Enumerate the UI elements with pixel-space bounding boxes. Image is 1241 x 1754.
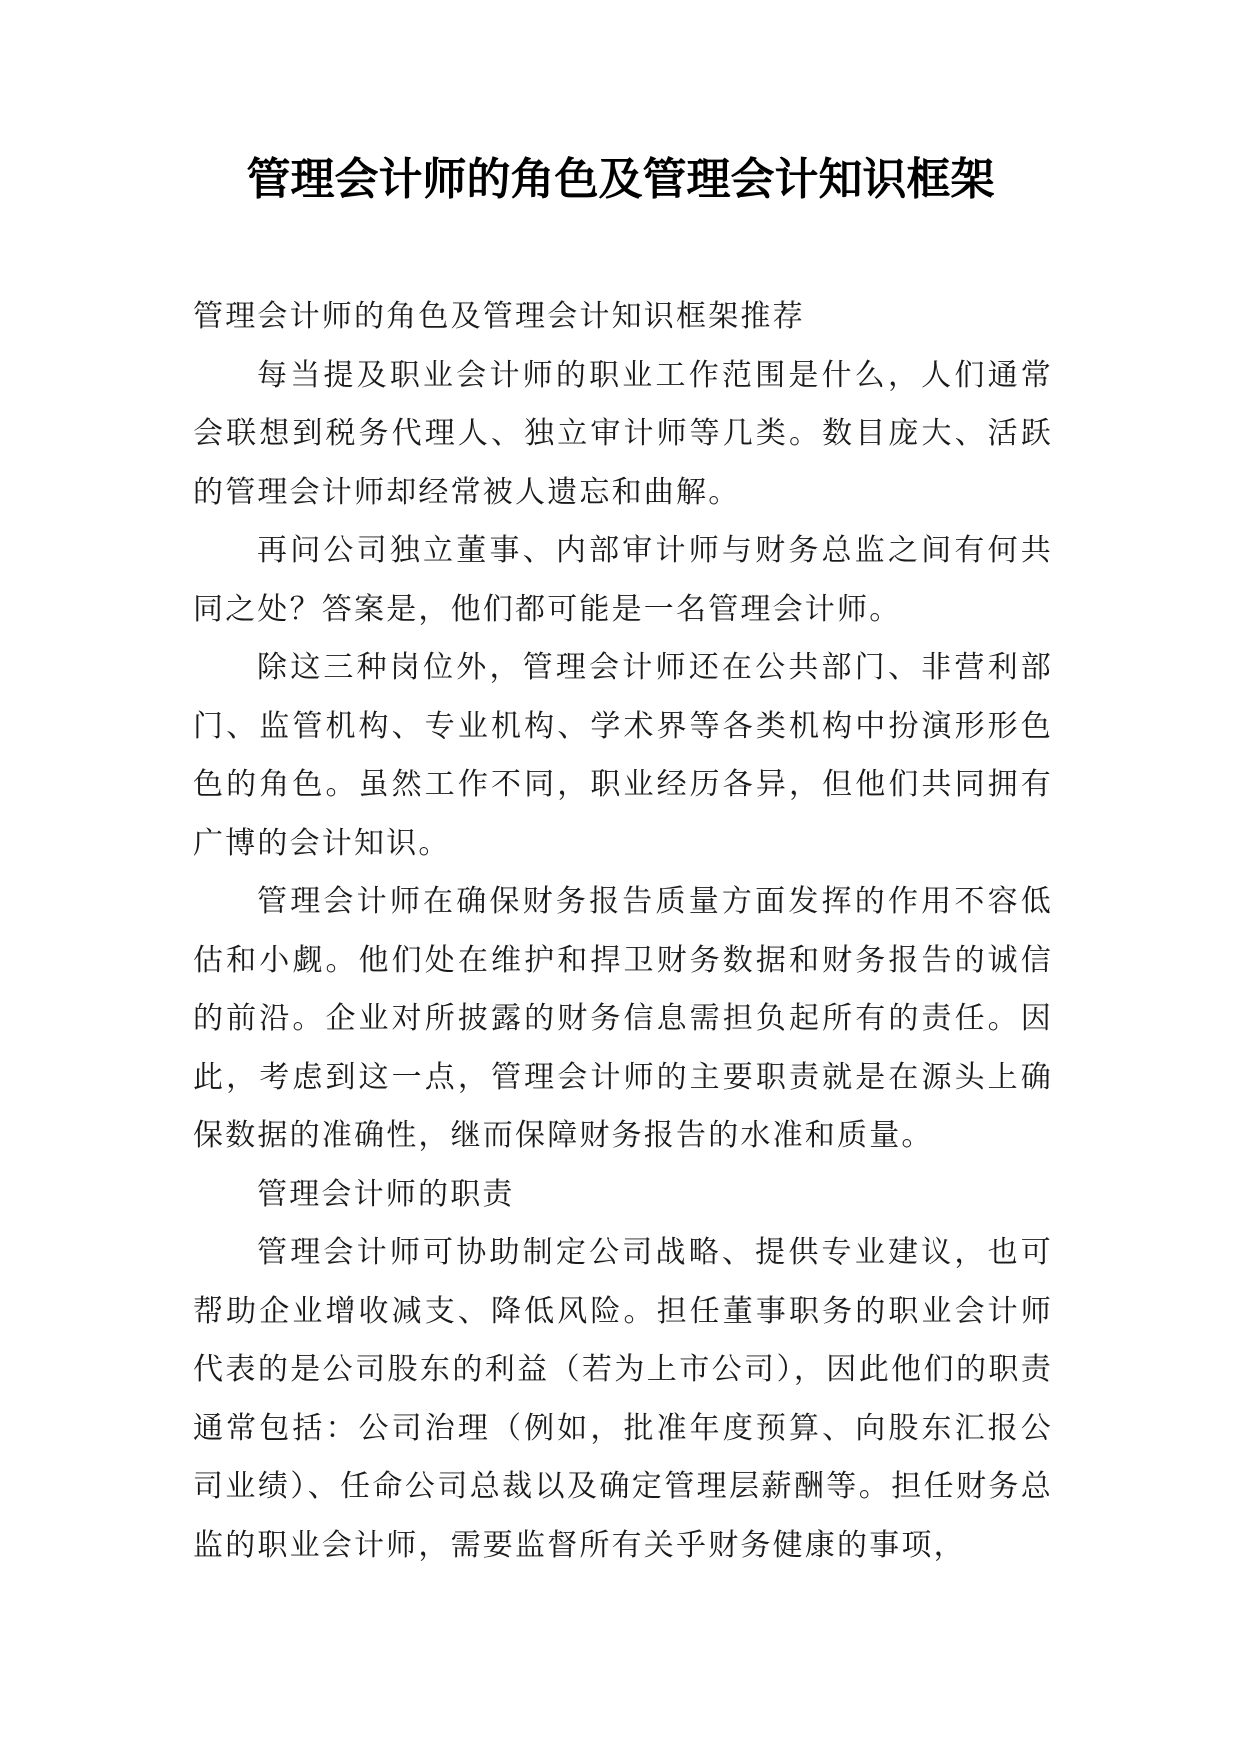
document-title: 管理会计师的角色及管理会计知识框架 (246, 154, 995, 205)
section-heading: 管理会计师的职责 (257, 1176, 515, 1212)
paragraph: 每当提及职业会计师的职业工作范围是什么，人们通常会联想到税务代理人、独立审计师等几类。数目庞大、活跃的管理会计师却经常被人遗忘和曲解。 (193, 357, 1053, 510)
paragraph: 管理会计师在确保财务报告质量方面发挥的作用不容低估和小觑。他们处在维护和捍卫财务数据和财务报告的诚信的前沿。企业对所披露的财务信息需担负起所有的责任。因此，考虑到这一点，管理会计师的主要职责就是在源头上确保数据的准确性，继而保障财务报告的水准和质量。 (193, 884, 1053, 1153)
paragraph: 管理会计师可协助制定公司战略、提供专业建议，也可帮助企业增收减支、降低风险。担任董事职务的职业会计师代表的是公司股东的利益（若为上市公司），因此他们的职责通常包括：公司治理（例如，批准年度预算、向股东汇报公司业绩）、任命公司总裁以及确定管理层薪酬等。担任财务总监的职业会计师，需要监督所有关乎财务健康的事项， (193, 1235, 1053, 1563)
paragraph: 除这三种岗位外，管理会计师还在公共部门、非营利部门、监管机构、专业机构、学术界等各类机构中扮演形形色色的角色。虽然工作不同，职业经历各异，但他们共同拥有广博的会计知识。 (193, 650, 1053, 861)
paragraph-subtitle: 管理会计师的角色及管理会计知识框架推荐 (193, 299, 805, 334)
document-body (193, 288, 1053, 1575)
paragraph: 再问公司独立董事、内部审计师与财务总监之间有何共同之处？答案是，他们都可能是一名管理会计师。 (193, 533, 1053, 627)
